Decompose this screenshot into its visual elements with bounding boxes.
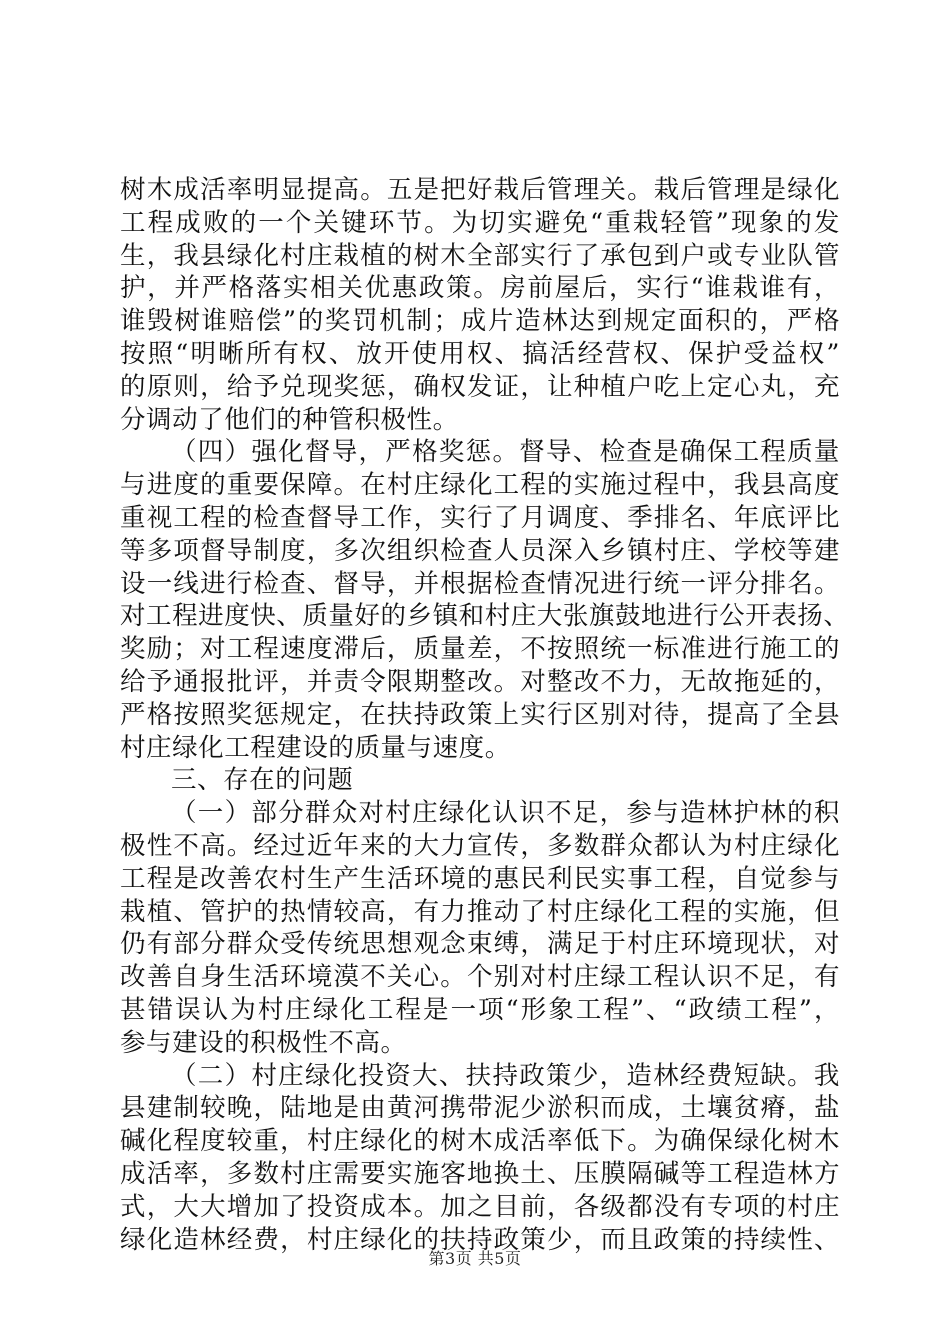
- text-line: 树木成活率明显提高。五是把好栽后管理关。栽后管理是绿化: [120, 175, 840, 205]
- body-text: [120, 174, 850, 1256]
- text-line: 绿化造林经费，村庄绿化的扶持政策少，而且政策的持续性、: [120, 1224, 840, 1255]
- text-line: 极性不高。经过近年来的大力宣传，多数群众都认为村庄绿化: [120, 830, 840, 861]
- text-line: 生，我县绿化村庄栽植的树木全部实行了承包到户或专业队管: [120, 240, 840, 271]
- text-line: 碱化程度较重，村庄绿化的树木成活率低下。为确保绿化树木: [120, 1126, 840, 1157]
- text-line: 奖励；对工程速度滞后，质量差，不按照统一标准进行施工的: [120, 634, 840, 665]
- text-line: 对工程进度快、质量好的乡镇和村庄大张旗鼓地进行公开表扬、: [120, 601, 850, 632]
- text-line: 给予通报批评，并责令限期整改。对整改不力，无故拖延的，: [120, 666, 840, 697]
- text-line: 成活率，多数村庄需要实施客地换土、压膜隔碱等工程造林方: [120, 1158, 840, 1189]
- text-line: 分调动了他们的种管积极性。: [120, 404, 459, 435]
- text-line: （二）村庄绿化投资大、扶持政策少，造林经费短缺。我: [171, 1060, 840, 1091]
- text-line: 参与建设的积极性不高。: [120, 1027, 407, 1058]
- text-line: 仍有部分群众受传统思想观念束缚，满足于村庄环境现状，对: [120, 929, 840, 960]
- text-line: 改善自身生活环境漠不关心。个别对村庄绿工程认识不足，有: [120, 962, 840, 993]
- text-line: （一）部分群众对村庄绿化认识不足，参与造林护林的积: [171, 798, 840, 829]
- text-line: 的原则，给予兑现奖惩，确权发证，让种植户吃上定心丸，充: [120, 371, 840, 402]
- text-line: 按照“明晰所有权、放开使用权、搞活经营权、保护受益权”: [120, 338, 840, 369]
- text-line: 栽植、管护的热情较高，有力推动了村庄绿化工程的实施，但: [120, 896, 840, 927]
- text-line: 设一线进行检查、督导，并根据检查情况进行统一评分排名。: [120, 568, 840, 599]
- text-line: 重视工程的检查督导工作，实行了月调度、季排名、年底评比: [120, 502, 840, 533]
- text-line: 县建制较晚，陆地是由黄河携带泥少淤积而成，土壤贫瘠，盐: [120, 1093, 840, 1124]
- text-line: 甚错误认为村庄绿化工程是一项“形象工程”、“政绩工程”，: [120, 994, 840, 1025]
- page-footer: 第3页 共5页: [428, 1249, 522, 1268]
- text-line: 护，并严格落实相关优惠政策。房前屋后，实行“谁栽谁有，: [120, 273, 840, 304]
- text-line: （四）强化督导，严格奖惩。督导、检查是确保工程质量: [171, 437, 840, 468]
- text-line: 三、存在的问题: [171, 765, 354, 796]
- text-line: 谁毁树谁赔偿”的奖罚机制；成片造林达到规定面积的，严格: [120, 306, 840, 337]
- text-line: 等多项督导制度，多次组织检查人员深入乡镇村庄、学校等建: [120, 535, 840, 566]
- text-line: 村庄绿化工程建设的质量与速度。: [120, 732, 511, 763]
- text-line: 式，大大增加了投资成本。加之目前，各级都没有专项的村庄: [120, 1191, 840, 1222]
- text-line: 工程是改善农村生产生活环境的惠民利民实事工程，自觉参与: [120, 863, 840, 894]
- text-line: 严格按照奖惩规定，在扶持政策上实行区别对待，提高了全县: [120, 699, 840, 730]
- text-line: 工程成败的一个关键环节。为切实避免“重栽轻管”现象的发: [120, 207, 840, 238]
- text-line: 与进度的重要保障。在村庄绿化工程的实施过程中，我县高度: [120, 470, 840, 501]
